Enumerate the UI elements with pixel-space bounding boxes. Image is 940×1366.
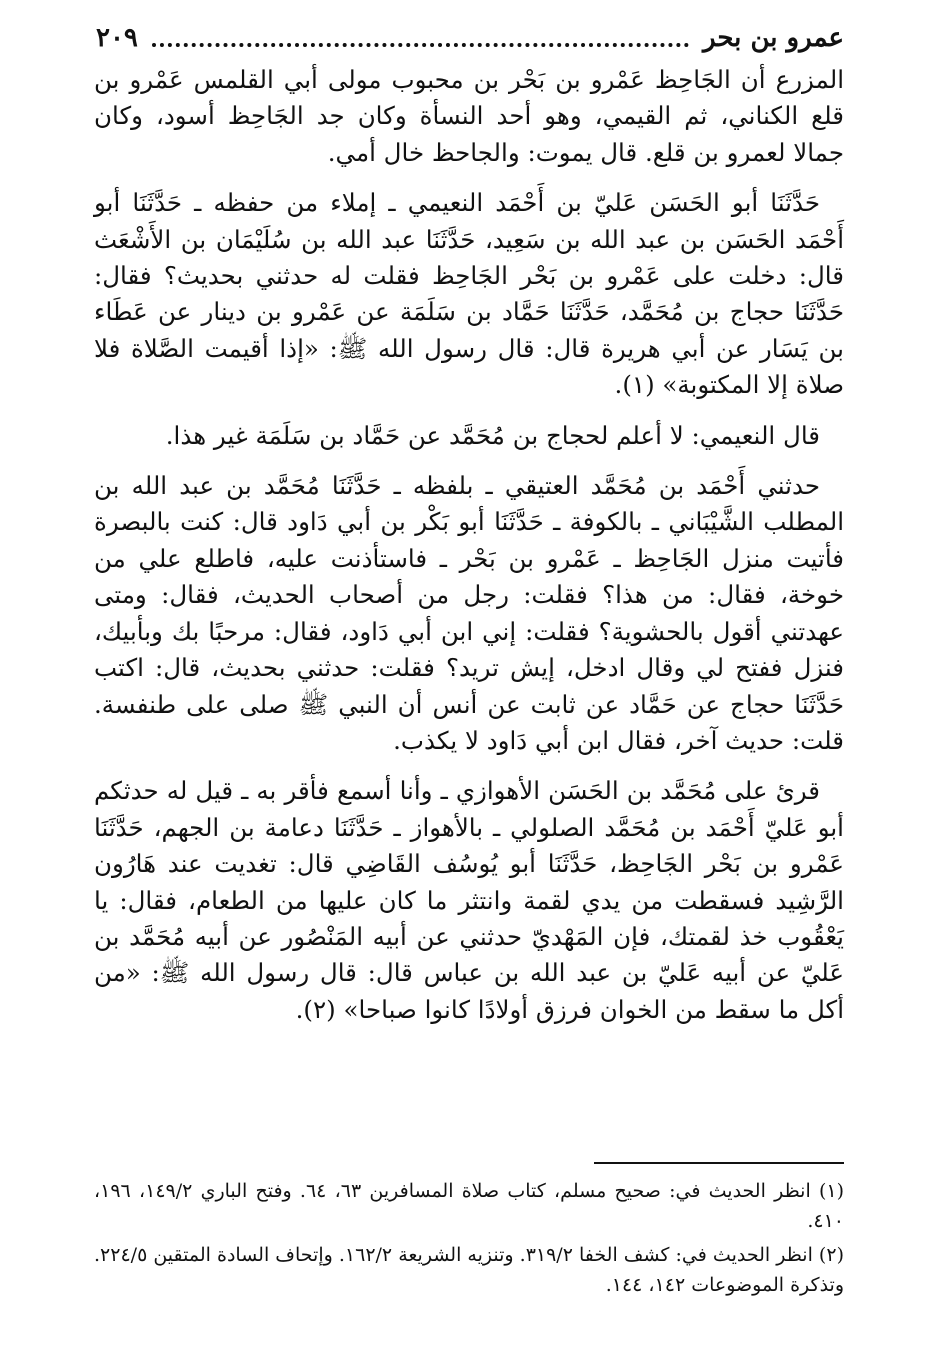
paragraph-5: قرئ على مُحَمَّد بن الحَسَن الأهوازي ـ وأنا أسمع فأقر به ـ قيل له حدثكم أبو عَليّ أَحْمَد بن مُحَمَّد الصلولي ـ بالأهواز ـ حَدَّثَنَا دعامة بن الجهم، حَدَّثَنَا عَمْرو بن بَحْر الجَاحِظ، حَدَّثَنَا أبو يُوسُف القَاضِي قال: تغديت عند هَارُون الرَّشِيد فسقطت من يدي لقمة وانتثر ما كان عليها من الطعام، فقال: يا يَعْقُوب خذ لقمتك، فإن المَهْديّ حدثني عن أبيه المَنْصُور عن أبيه مُحَمَّد بن عَليّ عن أبيه عَليّ بن عبد الله بن عباس قال: قال رسول الله ﷺ: «من أكل ما سقط من الخوان فرزق أولادًا كانوا صباحا» (٢).: [94, 776, 844, 1024]
page-number: ٢٠٩: [96, 23, 138, 53]
footnote-1: (١) انظر الحديث في: صحيح مسلم، كتاب صلاة المسافرين ٦٣، ٦٤. وفتح الباري ١٤٩/٢، ١٩٦، ٤١٠.: [94, 1180, 845, 1232]
footnote-separator: [594, 1162, 844, 1164]
paragraph-4: حدثني أَحْمَد بن مُحَمَّد العتيقي ـ بلفظه ـ حَدَّثَنَا مُحَمَّد بن عبد الله بن المطلب الشَّيْبَاني ـ بالكوفة ـ حَدَّثَنَا أبو بَكْر بن أبي دَاود قال: كنت بالبصرة فأتيت منزل الجَاحِظ ـ عَمْرو بن بَحْر ـ فاستأذنت عليه، فاطلع علي من خوخة، فقال: من هذا؟ فقلت: رجل من أصحاب الحديث، فقال: ومتى عهدتني أقول بالحشوية؟ فقلت: إني ابن أبي دَاود، فقال: مرحبًا بك وبأبيك، فنزل ففتح لي وقال ادخل، إيش تريد؟ فقلت: حدثني بحديث، قال: اكتب حَدَّثَنَا حجاج عن حَمَّاد عن ثابت عن أنس أن النبي ﷺ صلى على طنفسة. قلت: حديث آخر، فقال ابن أبي دَاود لا يكذب.: [94, 471, 844, 755]
header-leader-dots: [152, 29, 689, 47]
paragraph-2: حَدَّثَنَا أبو الحَسَن عَليّ بن أَحْمَد النعيمي ـ إملاء من حفظه ـ حَدَّثَنَا أبو أَحْمَد الحَسَن بن عبد الله بن سَعِيد، حَدَّثَنَا عبد الله بن سُلَيْمَان بن الأَشْعَث قال: دخلت على عَمْرو بن بَحْر الجَاحِظ فقلت له حدثني بحديث؟ فقال: حَدَّثَنَا حجاج بن مُحَمَّد، حَدَّثَنَا حَمَّاد بن سَلَمَة عن عَمْرو بن دينار عن عَطَاء بن يَسَار عن أبي هريرة قال: قال رسول الله ﷺ: «إذا أقيمت الصَّلاة فلا صلاة إلا المكتوبة» (١).: [94, 188, 844, 400]
paragraph-1: المزرع أن الجَاحِظ عَمْرو بن بَحْر بن محبوب مولى أبي القلمس عَمْرو بن قلع الكناني، ثم القيمي، وهو أحد النسأة وكان جد الجَاحِظ أسود، وكان جمالا لعمرو بن قلع. قال يموت: والجاحظ خال أمي.: [94, 65, 844, 167]
footnote-2: (٢) انظر الحديث في: كشف الخفا ٣١٩/٢. وتنزيه الشريعة ١٦٢/٢. وإتحاف السادة المتقين ٢٢٤/٥. وتذكرة الموضوعات ١٤٢، ١٤٤.: [94, 1244, 844, 1296]
header-title: عمرو بن بحر: [703, 23, 844, 53]
running-header: [96, 18, 844, 58]
footnotes: [94, 1176, 844, 1300]
paragraph-3: قال النعيمي: لا أعلم لحجاج بن مُحَمَّد عن حَمَّاد بن سَلَمَة غير هذا.: [165, 420, 820, 450]
main-text: [94, 62, 844, 1028]
